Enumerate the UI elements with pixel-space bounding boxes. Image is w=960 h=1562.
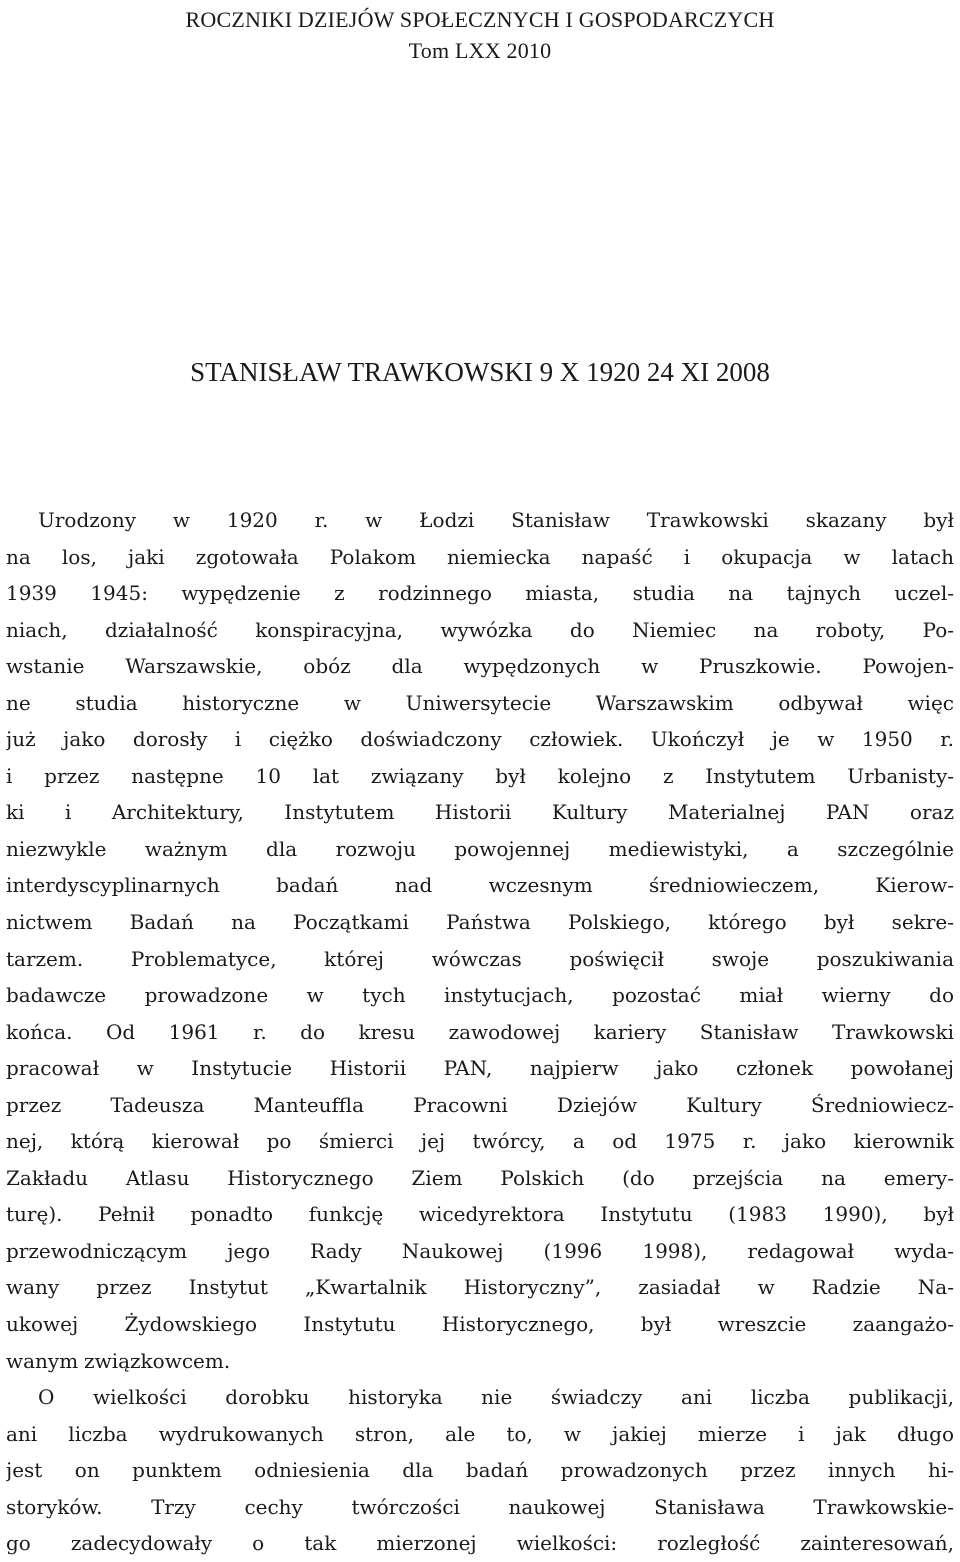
paragraph-line: ne studia historyczne w Uniwersytecie Warszawskim odbywał więc xyxy=(6,690,954,715)
paragraph-line: turę). Pełnił ponadto funkcję wicedyrektora Instytutu (1983 1990), był xyxy=(6,1202,954,1227)
paragraph-line: go zadecydowały o tak mierzonej wielkości: rozległość zainteresowań, xyxy=(6,1531,954,1556)
paragraph-line: ki i Architektury, Instytutem Historii Kultury Materialnej PAN oraz xyxy=(6,800,954,825)
paragraph-line: ukowej Żydowskiego Instytutu Historycznego, był wreszcie zaangażo- xyxy=(6,1312,954,1337)
paragraph-line: pracował w Instytucie Historii PAN, najpierw jako członek powołanej xyxy=(6,1056,954,1081)
paragraph-line: wany przez Instytut „Kwartalnik Historyczny”, zasiadał w Radzie Na- xyxy=(6,1275,954,1300)
paragraph-line: przez Tadeusza Manteuffla Pracowni Dziejów Kultury Średniowiecz- xyxy=(6,1092,954,1117)
paragraph-line: nictwem Badań na Początkami Państwa Polskiego, którego był sekre- xyxy=(6,910,954,935)
paragraph-line: niezwykle ważnym dla rozwoju powojennej mediewistyki, a szczególnie xyxy=(6,836,954,861)
paragraph-line: końca. Od 1961 r. do kresu zawodowej kariery Stanisław Trawkowski xyxy=(6,1019,954,1044)
paragraph-line: już jako dorosły i ciężko doświadczony człowiek. Ukończył je w 1950 r. xyxy=(6,727,954,752)
journal-header xyxy=(0,4,960,66)
paragraph-line: wstanie Warszawskie, obóz dla wypędzonych w Pruszkowie. Powojen- xyxy=(6,654,954,679)
paragraph-line: tarzem. Problematyce, której wówczas poświęcił swoje poszukiwania xyxy=(6,946,954,971)
paragraph-line: nej, którą kierował po śmierci jej twórcy, a od 1975 r. jako kierownik xyxy=(6,1129,954,1154)
paragraph-line: O wielkości dorobku historyka nie świadczy ani liczba publikacji, xyxy=(38,1385,954,1410)
paragraph-line: i przez następne 10 lat związany był kolejno z Instytutem Urbanisty- xyxy=(6,763,954,788)
paragraph-line: ani liczba wydrukowanych stron, ale to, w jakiej mierze i jak długo xyxy=(6,1421,954,1446)
paragraph-line: jest on punktem odniesienia dla badań prowadzonych przez innych hi- xyxy=(6,1458,954,1483)
journal-title: ROCZNIKI DZIEJÓW SPOŁECZNYCH I GOSPODARCZYCH xyxy=(185,7,775,32)
paragraph-line: na los, jaki zgotowała Polakom niemiecka napaść i okupacja w latach xyxy=(6,544,954,569)
paragraph-line: storyków. Trzy cechy twórczości naukowej Stanisława Trawkowskie- xyxy=(6,1494,954,1519)
paragraph-line: 1939 1945: wypędzenie z rodzinnego miasta, studia na tajnych uczel- xyxy=(6,581,954,606)
paragraph-line: Urodzony w 1920 r. w Łodzi Stanisław Trawkowski skazany był xyxy=(38,508,954,532)
journal-volume: Tom LXX 2010 xyxy=(408,38,552,63)
article-body xyxy=(6,502,954,1562)
paragraph-line: wanym związkowcem. xyxy=(6,1348,231,1373)
paragraph-line: niach, działalność konspiracyjna, wywózka do Niemiec na roboty, Po- xyxy=(6,617,954,642)
paragraph-line: Zakładu Atlasu Historycznego Ziem Polskich (do przejścia na emery- xyxy=(6,1165,954,1190)
article-title: STANISŁAW TRAWKOWSKI 9 X 1920 24 XI 2008 xyxy=(190,357,770,387)
paragraph-line: badawcze prowadzone w tych instytucjach, pozostać miał wierny do xyxy=(6,983,954,1008)
paragraph-line: interdyscyplinarnych badań nad wczesnym średniowieczem, Kierow- xyxy=(6,873,954,898)
paragraph-line: przewodniczącym jego Rady Naukowej (1996 1998), redagował wyda- xyxy=(6,1238,954,1263)
